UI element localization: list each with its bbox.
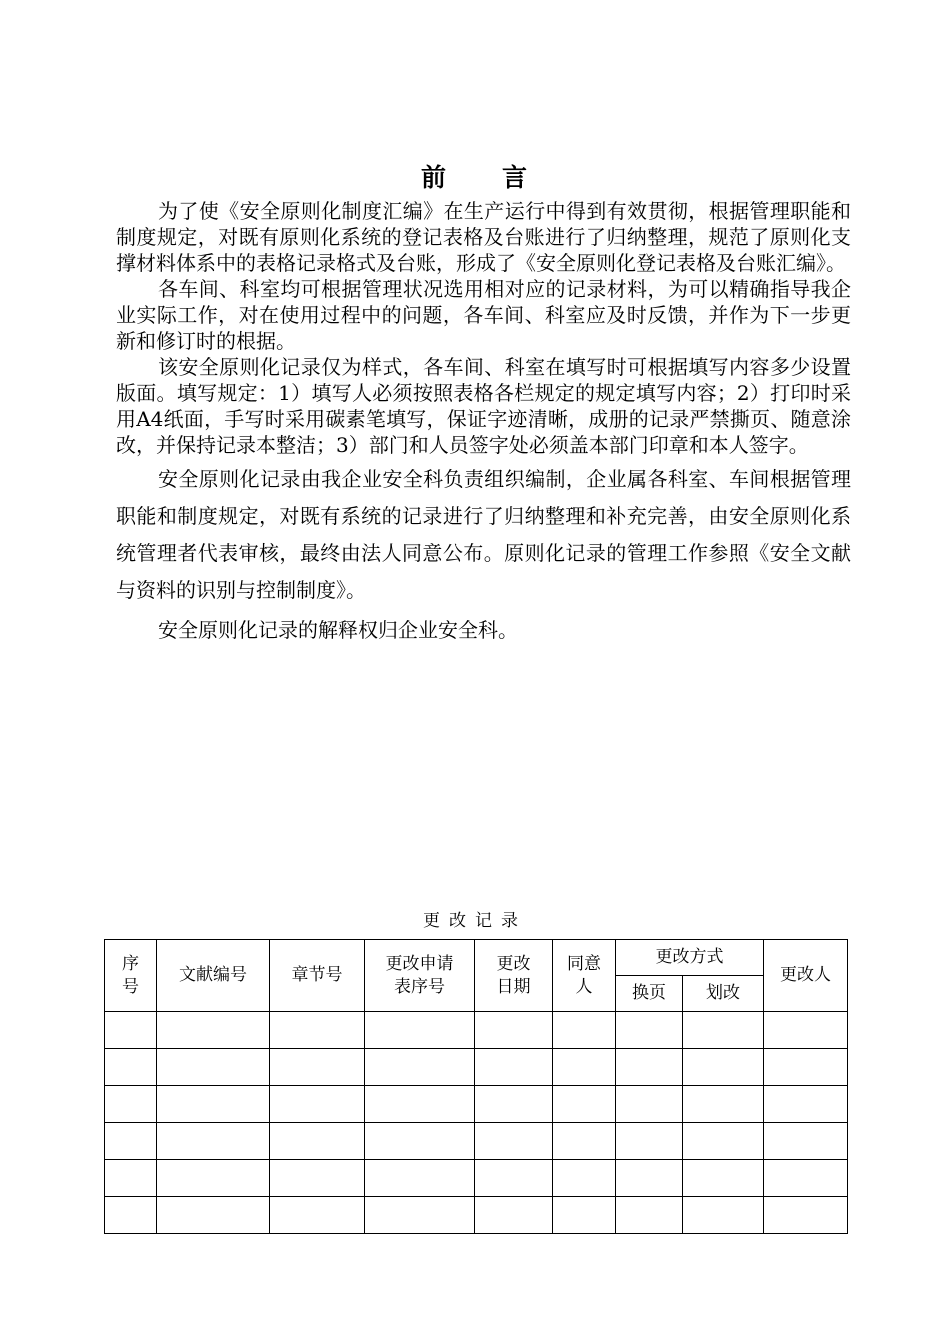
table-cell[interactable] <box>157 1123 270 1160</box>
table-cell[interactable] <box>157 1012 270 1049</box>
preface-paragraph-1: 为了使《安全原则化制度汇编》在生产运行中得到有效贯彻，根据管理职能和制度规定，对既有原则化系统的登记表格及台账进行了归纳整理，规范了原则化支撑材料体系中的表格记录格式及台账，形成了《安全原则化登记表格及台账汇编》。 <box>116 199 851 275</box>
table-cell[interactable] <box>365 1197 475 1234</box>
header-doc-no: 文献编号 <box>157 940 270 1012</box>
table-cell[interactable] <box>105 1160 157 1197</box>
table-cell[interactable] <box>270 1012 365 1049</box>
table-cell[interactable] <box>157 1160 270 1197</box>
table-cell[interactable] <box>616 1197 683 1234</box>
table-cell[interactable] <box>157 1086 270 1123</box>
table-cell[interactable] <box>764 1123 848 1160</box>
table-cell[interactable] <box>475 1123 553 1160</box>
table-cell[interactable] <box>683 1049 764 1086</box>
table-row <box>105 1123 848 1160</box>
header-approver: 同意 人 <box>553 940 616 1012</box>
header-strike-change: 划改 <box>683 976 764 1012</box>
page-title-right: 言 <box>502 163 530 192</box>
preface-paragraph-4: 安全原则化记录由我企业安全科负责组织编制，企业属各科室、车间根据管理职能和制度规定，对既有系统的记录进行了归纳整理和补充完善，由安全原则化系统管理者代表审核，最终由法人同意公布。原则化记录的管理工作参照《安全文献与资料的识别与控制制度》。 <box>116 467 851 602</box>
table-cell[interactable] <box>764 1197 848 1234</box>
change-record-title: 更改记录 <box>423 911 527 931</box>
header-seq: 序 号 <box>105 940 157 1012</box>
table-cell[interactable] <box>616 1160 683 1197</box>
change-record-body <box>105 1012 848 1234</box>
table-cell[interactable] <box>764 1086 848 1123</box>
page-title-left: 前 <box>420 163 448 192</box>
table-cell[interactable] <box>553 1123 616 1160</box>
header-row-1 <box>105 940 848 976</box>
table-cell[interactable] <box>365 1086 475 1123</box>
table-cell[interactable] <box>683 1086 764 1123</box>
table-row <box>105 1012 848 1049</box>
table-cell[interactable] <box>365 1123 475 1160</box>
table-cell[interactable] <box>616 1123 683 1160</box>
table-cell[interactable] <box>475 1160 553 1197</box>
table-cell[interactable] <box>105 1012 157 1049</box>
table-cell[interactable] <box>105 1049 157 1086</box>
table-row <box>105 1049 848 1086</box>
table-cell[interactable] <box>683 1160 764 1197</box>
table-cell[interactable] <box>105 1086 157 1123</box>
table-cell[interactable] <box>475 1049 553 1086</box>
table-cell[interactable] <box>764 1049 848 1086</box>
table-cell[interactable] <box>683 1197 764 1234</box>
table-cell[interactable] <box>270 1086 365 1123</box>
table-row <box>105 1197 848 1234</box>
table-cell[interactable] <box>157 1049 270 1086</box>
table-cell[interactable] <box>764 1012 848 1049</box>
table-cell[interactable] <box>616 1012 683 1049</box>
table-cell[interactable] <box>157 1197 270 1234</box>
header-change-method: 更改方式 <box>616 940 764 976</box>
change-record-table <box>104 939 848 1234</box>
table-cell[interactable] <box>764 1160 848 1197</box>
table-cell[interactable] <box>553 1197 616 1234</box>
preface-paragraph-2: 各车间、科室均可根据管理状况选用相对应的记录材料，为可以精确指导我企业实际工作，对在使用过程中的问题，各车间、科室应及时反馈，并作为下一步更新和修订时的根据。 <box>116 277 851 353</box>
table-cell[interactable] <box>270 1049 365 1086</box>
header-changer: 更改人 <box>764 940 848 1012</box>
table-cell[interactable] <box>475 1197 553 1234</box>
table-cell[interactable] <box>270 1197 365 1234</box>
header-section-no: 章节号 <box>270 940 365 1012</box>
table-cell[interactable] <box>553 1160 616 1197</box>
header-replace-page: 换页 <box>616 976 683 1012</box>
table-cell[interactable] <box>616 1049 683 1086</box>
header-change-date: 更改 日期 <box>475 940 553 1012</box>
table-cell[interactable] <box>105 1123 157 1160</box>
table-row <box>105 1160 848 1197</box>
table-cell[interactable] <box>683 1123 764 1160</box>
table-cell[interactable] <box>365 1160 475 1197</box>
table-cell[interactable] <box>553 1012 616 1049</box>
table-cell[interactable] <box>553 1086 616 1123</box>
table-cell[interactable] <box>475 1012 553 1049</box>
table-cell[interactable] <box>475 1086 553 1123</box>
table-cell[interactable] <box>365 1049 475 1086</box>
table-cell[interactable] <box>683 1012 764 1049</box>
preface-body <box>116 198 851 643</box>
preface-paragraph-5: 安全原则化记录的解释权归企业安全科。 <box>158 618 518 642</box>
table-cell[interactable] <box>270 1123 365 1160</box>
table-cell[interactable] <box>616 1086 683 1123</box>
table-row <box>105 1086 848 1123</box>
table-cell[interactable] <box>270 1160 365 1197</box>
table-cell[interactable] <box>553 1049 616 1086</box>
page-title <box>0 158 950 194</box>
table-cell[interactable] <box>105 1197 157 1234</box>
preface-paragraph-3: 该安全原则化记录仅为样式，各车间、科室在填写时可根据填写内容多少设置版面。填写规定：1）填写人必须按照表格各栏规定的规定填写内容；2）打印时采用A4纸面，手写时采用碳素笔填写，保证字迹清晰，成册的记录严禁撕页、随意涂改，并保持记录本整洁；3）部门和人员签字处必须盖本部门印章和本人签字。 <box>116 355 851 457</box>
table-cell[interactable] <box>365 1012 475 1049</box>
header-request-form-no: 更改申请 表序号 <box>365 940 475 1012</box>
